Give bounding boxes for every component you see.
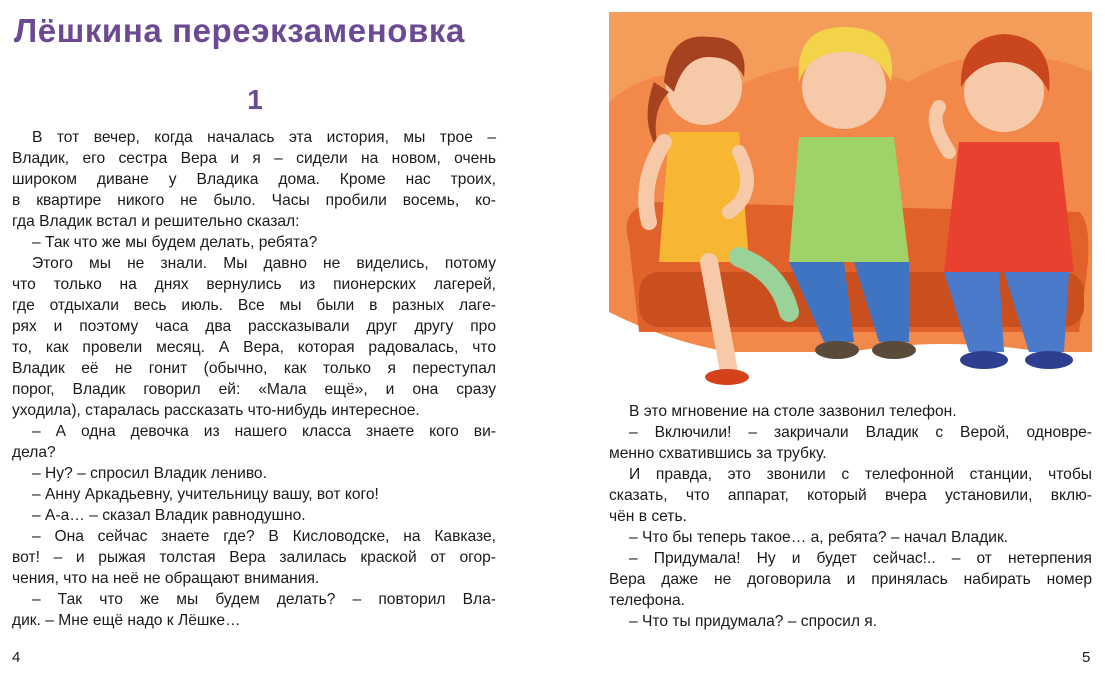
text-line: широком диване у Владика дома. Кроме нас троих,	[12, 171, 496, 188]
text-line: гда Владик встал и решительно сказал:	[12, 213, 300, 230]
text-line: менно схватившись за трубку.	[609, 445, 827, 462]
text-line: сказать, что аппарат, который вчера установили, вклю-	[609, 487, 1092, 504]
text-line: Владик, его сестра Вера и я – сидели на новом, очень	[12, 150, 496, 167]
illustration-three-children-on-sofa	[609, 12, 1092, 388]
text-line: Вера даже не договорила и принялась набирать номер	[609, 571, 1092, 588]
text-line: чения, что на неё не обращают внимания.	[12, 570, 320, 587]
text-line: уходила), старалась рассказать что-нибудь интересное.	[12, 402, 420, 419]
text-line: что только на днях вернулись из пионерских лагерей,	[12, 276, 496, 293]
right-column-text	[609, 401, 1092, 632]
text-line: телефона.	[609, 592, 686, 609]
text-line: – Анну Аркадьевну, учительницу вашу, вот кого!	[32, 486, 379, 503]
text-line: – А одна девочка из нашего класса знаете кого ви-	[32, 423, 496, 440]
text-line: порог, Владик говорил ей: «Мала ещё», и она сразу	[12, 381, 496, 398]
text-line: Владик её не гонит (обычно, как только я переступал	[12, 360, 496, 377]
text-line: то, как провели месяц. А Вера, которая радовалась, что	[12, 339, 496, 356]
text-line: дела?	[12, 444, 56, 461]
text-line: – Что бы теперь такое… а, ребята? – начал Владик.	[629, 529, 1009, 546]
text-line: дик. – Мне ещё надо к Лёшке…	[12, 612, 241, 629]
text-line: где отдыхали весь июль. Все мы были в разных лаге-	[12, 297, 496, 314]
chapter-number: 1	[247, 84, 263, 115]
left-column-text	[12, 127, 496, 631]
text-line: рях и поэтому часа два рассказывали друг другу про	[12, 318, 496, 335]
text-line: – Так что же мы будем делать, ребята?	[32, 234, 318, 251]
text-line: – Включили! – закричали Владик с Верой, одновре-	[629, 424, 1092, 441]
text-line: чён в сеть.	[609, 508, 687, 525]
text-line: – Она сейчас знаете где? В Кисловодске, на Кавказе,	[32, 528, 496, 545]
text-line: – Придумала! Ну и будет сейчас!.. – от нетерпения	[629, 550, 1092, 567]
text-line: И правда, это звонили с телефонной станции, чтобы	[629, 466, 1092, 483]
text-line: в квартире никого не было. Часы пробили восемь, ко-	[12, 192, 496, 209]
book-title: Лёшкина переэкзаменовка	[14, 12, 465, 49]
text-line: – Что ты придумала? – спросил я.	[629, 613, 878, 630]
text-line: – Ну? – спросил Владик лениво.	[32, 465, 267, 482]
text-line: – Так что же мы будем делать? – повторил Вла-	[32, 591, 496, 608]
page-number-left: 4	[12, 649, 21, 666]
text-line: В это мгновение на столе зазвонил телефон.	[629, 403, 957, 420]
page-number-right: 5	[1082, 649, 1091, 666]
text-line: Этого мы не знали. Мы давно не виделись, потому	[32, 255, 496, 272]
text-line: В тот вечер, когда началась эта история, мы трое –	[32, 129, 496, 146]
text-line: вот! – и рыжая толстая Вера залилась краской от огор-	[12, 549, 496, 566]
text-line: – А-а… – сказал Владик равнодушно.	[32, 507, 306, 524]
